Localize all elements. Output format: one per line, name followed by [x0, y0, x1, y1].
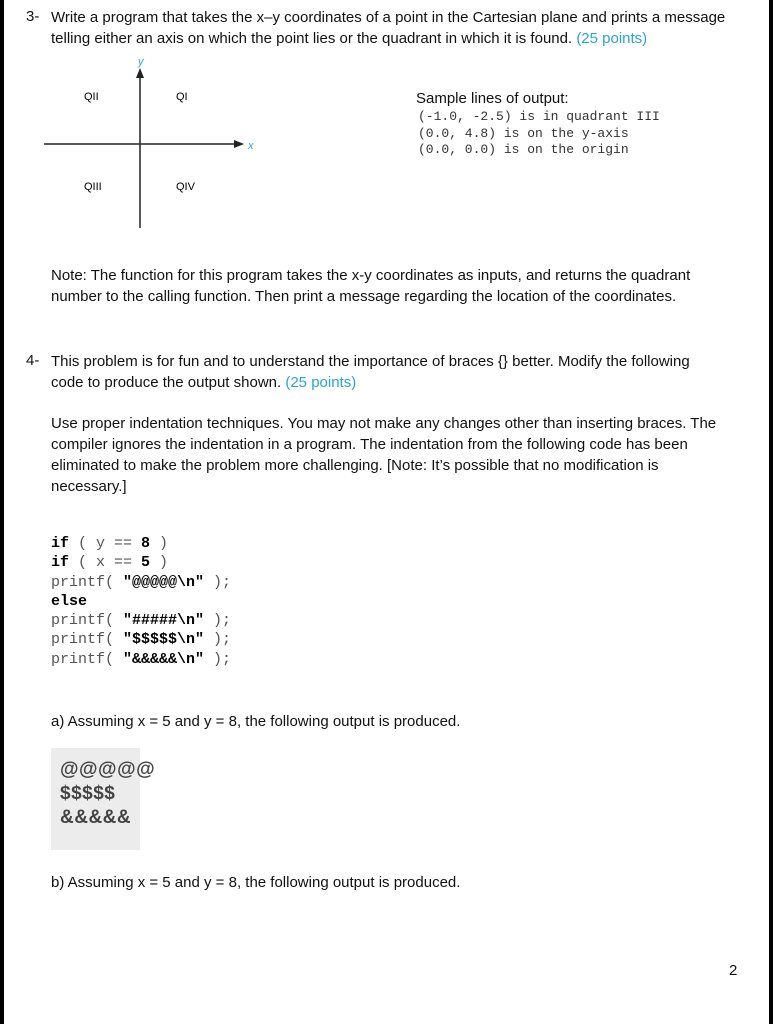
problem-3-line-2	[51, 28, 751, 49]
quadrant-1-label: QI	[176, 91, 188, 103]
quadrant-4-label: QIV	[176, 181, 195, 193]
code-line-7: printf( "&&&&&\n" );	[51, 650, 232, 668]
problem-3-line-2-text: telling either an axis on which the point lies or the quadrant in which it is found.	[51, 30, 573, 47]
output-a-line: &&&&&	[60, 807, 132, 828]
y-axis-label: y	[138, 56, 144, 68]
code-line-6: printf( "$$$$$\n" );	[51, 631, 232, 649]
instruction-line: compiler ignores the indentation in a program. The indentation from the following code has been	[51, 436, 688, 453]
quadrant-3-label: QIII	[84, 181, 102, 193]
problem-3-number: 3-	[26, 8, 40, 25]
problem-3-text	[51, 7, 751, 49]
code-line-1: if ( y == 8 )	[51, 535, 169, 552]
problem-4-points: (25 points)	[285, 374, 357, 391]
cartesian-plane-diagram	[40, 52, 280, 232]
problem-4-number: 4-	[26, 352, 40, 369]
sample-output-block	[418, 109, 660, 159]
problem-4-text	[51, 351, 751, 393]
problem-4-line-1: This problem is for fun and to understand the importance of braces {} better. Modify the following	[51, 353, 690, 370]
note-line-2: number to the calling function. Then print a message regarding the location of the coordinates.	[51, 288, 677, 305]
sample-output-line: (-1.0, -2.5) is in quadrant III	[418, 109, 660, 124]
problem-3-points: (25 points)	[576, 30, 648, 47]
code-line-4: else	[51, 592, 88, 610]
code-line-2: if ( x == 5 )	[51, 554, 169, 572]
code-line-3: printf( "@@@@@\n" );	[51, 573, 232, 591]
sample-output-line: (0.0, 4.8) is on the y-axis	[418, 125, 629, 141]
problem-4-instructions	[51, 413, 741, 497]
instruction-line: eliminated to make the problem more challenging. [Note: It’s possible that no modification is	[51, 457, 659, 474]
x-axis-arrow	[234, 140, 244, 148]
output-a-line: $$$$$	[60, 783, 116, 804]
output-a-box	[51, 748, 156, 850]
output-a-line: @@@@@	[60, 759, 156, 780]
page-number: 2	[729, 962, 738, 979]
part-a-text: a) Assuming x = 5 and y = 8, the following output is produced.	[51, 713, 461, 730]
sample-output-line: (0.0, 0.0) is on the origin	[418, 142, 629, 157]
page-right-edge	[769, 0, 773, 1024]
page-left-edge	[0, 0, 4, 1024]
x-axis-label: x	[248, 140, 254, 152]
problem-3-line-1: Write a program that takes the x–y coordinates of a point in the Cartesian plane and prints a message	[51, 9, 726, 26]
problem-3-note	[51, 265, 741, 307]
code-block	[51, 534, 231, 669]
note-line-1: Note: The function for this program takes the x-y coordinates as inputs, and returns the quadrant	[51, 267, 691, 284]
y-axis-arrow	[136, 68, 144, 78]
quadrant-2-label: QII	[84, 91, 99, 103]
problem-4-line-2	[51, 372, 751, 393]
instruction-line: necessary.]	[51, 478, 127, 495]
sample-output-heading: Sample lines of output:	[416, 90, 569, 107]
problem-4-line-2-text: code to produce the output shown.	[51, 374, 282, 391]
code-line-5: printf( "#####\n" );	[51, 612, 232, 630]
instruction-line: Use proper indentation techniques. You may not make any changes other than inserting braces. The	[51, 415, 717, 432]
part-b-text: b) Assuming x = 5 and y = 8, the following output is produced.	[51, 874, 461, 891]
